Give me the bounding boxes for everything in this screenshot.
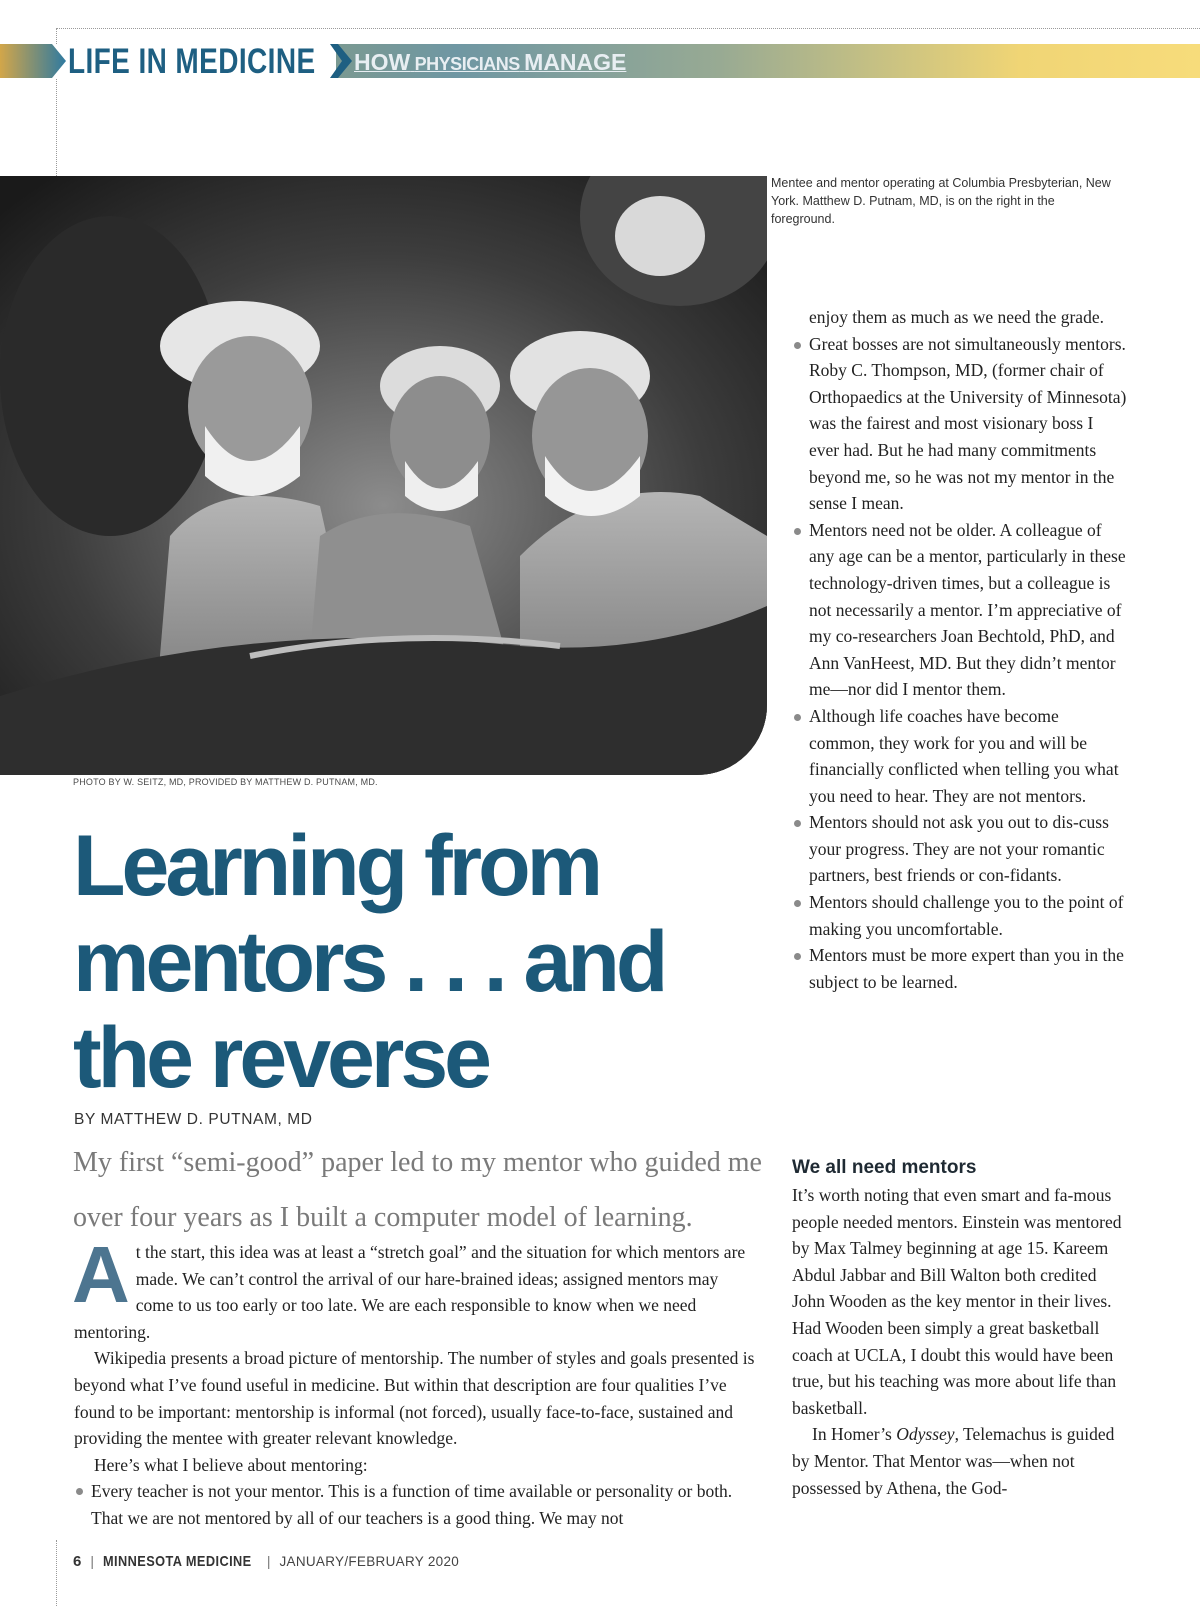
section-banner	[0, 42, 1200, 81]
bullet-list	[792, 331, 1127, 996]
body-paragraph: Here’s what I believe about mentoring:	[94, 1454, 368, 1475]
section-heading: We all need mentors	[792, 1157, 977, 1178]
bullet-item: Mentors must be more expert than you in the subject to be learned.	[792, 942, 1127, 995]
bullet-item: Great bosses are not simultaneously mentors. Roby C. Thompson, MD, (former chair of Orthopaedics at the University of Minnesota) was the fairest and most visionary boss I ever had. But he had many commitments beyond me, so he was not my mentor in the sense I mean.	[792, 331, 1127, 517]
bullet-continuation: enjoy them as much as we need the grade.	[809, 307, 1104, 327]
photo-credit: PHOTO BY W. SEITZ, MD, PROVIDED BY MATTHEW D. PUTNAM, MD.	[73, 777, 378, 787]
section-subtitle: HOW PHYSICIANS MANAGE	[354, 49, 627, 75]
top-dotted-rule	[57, 28, 1200, 29]
page-footer	[73, 1553, 459, 1571]
article-title-line: Learning from	[73, 818, 600, 914]
intro-paragraph: At the start, this idea was at least a “stretch goal” and the situation for which mentors are made. We can’t control the arrival of our hare-brained ideas; assigned mentors may come to us too early or too late. We are each responsible to know when we need mentoring.	[72, 1230, 746, 1342]
bullet-item: Mentors should not ask you out to dis-cuss your progress. They are not your romantic partners, best friends or con-fidants.	[792, 809, 1127, 889]
banner-arrow-right-icon	[330, 44, 354, 78]
section-title: LIFE IN MEDICINE	[68, 42, 316, 81]
footer-divider: |	[90, 1553, 94, 1569]
book-title: Odyssey	[896, 1424, 955, 1445]
article-title-line: the reverse	[73, 1010, 488, 1106]
footer-divider: |	[266, 1553, 271, 1569]
article-deck: My first “semi-good” paper led to my mentor who guided me over four years as I built a computer model of learning.	[73, 1147, 762, 1233]
section-we-all-need-mentors	[792, 1155, 1122, 1501]
issue-date: JANUARY/FEBRUARY 2020	[279, 1554, 460, 1569]
bullet-list	[74, 1478, 760, 1531]
banner-arrow-left-icon	[0, 44, 70, 78]
body-paragraph: Wikipedia presents a broad picture of mentorship. The number of styles and goals presented is beyond what I’ve found useful in medicine. But within that description are four qualities I’ve found to be important: mentorship is informal (not forced), usually face-to-face, sustained and providing the mentee with greater relevant knowledge.	[74, 1348, 755, 1449]
left-dotted-rule-bottom	[56, 1540, 57, 1606]
bullet-item: Mentors need not be older. A colleague of any age can be a mentor, particularly in these technology-driven times, but a colleague is not necessarily a mentor. I’m appreciative of my co-researchers Joan Bechtold, PhD, and Ann VanHeest, MD. But they didn’t mentor me—nor did I mentor them.	[792, 517, 1127, 703]
surgery-photo-icon	[0, 176, 767, 775]
article-title-line: mentors . . . and	[73, 914, 665, 1010]
body-paragraph: It’s worth noting that even smart and fa-mous people needed mentors. Einstein was mentored by Max Talmey beginning at age 15. Kareem Abdul Jabbar and Bill Walton both credited John Wooden as the key mentor in their lives. Had Wooden been simply a great basketball coach at UCLA, I doubt this would have been true, but his teaching was more about life than basketball.	[792, 1185, 1122, 1418]
drop-cap: A	[72, 1230, 130, 1319]
body-column-left	[72, 1230, 760, 1532]
surgery-photo	[0, 176, 767, 775]
bullet-item: Although life coaches have become common, they work for you and will be financially conflicted when telling you what you need to hear. They are not mentors.	[792, 703, 1127, 809]
bullet-item: Every teacher is not your mentor. This is a function of time available or personality or both. That we are not mentored by all of our teachers is a good thing. We may not	[74, 1478, 760, 1531]
magazine-name: MINNESOTA MEDICINE	[102, 1553, 252, 1570]
body-column-right	[792, 304, 1127, 995]
body-paragraph: In Homer’s Odyssey, Telemachus is guided by Mentor. That Mentor was—when not possessed by Athena, the God-	[792, 1424, 1115, 1498]
photo-caption: Mentee and mentor operating at Columbia Presbyterian, New York. Matthew D. Putnam, MD, is on the right in the foreground.	[771, 176, 1111, 226]
byline: BY MATTHEW D. PUTNAM, MD	[74, 1111, 313, 1128]
bullet-item: Mentors should challenge you to the point of making you uncomfortable.	[792, 889, 1127, 942]
page-number: 6	[73, 1553, 82, 1570]
article-title	[73, 818, 713, 1106]
